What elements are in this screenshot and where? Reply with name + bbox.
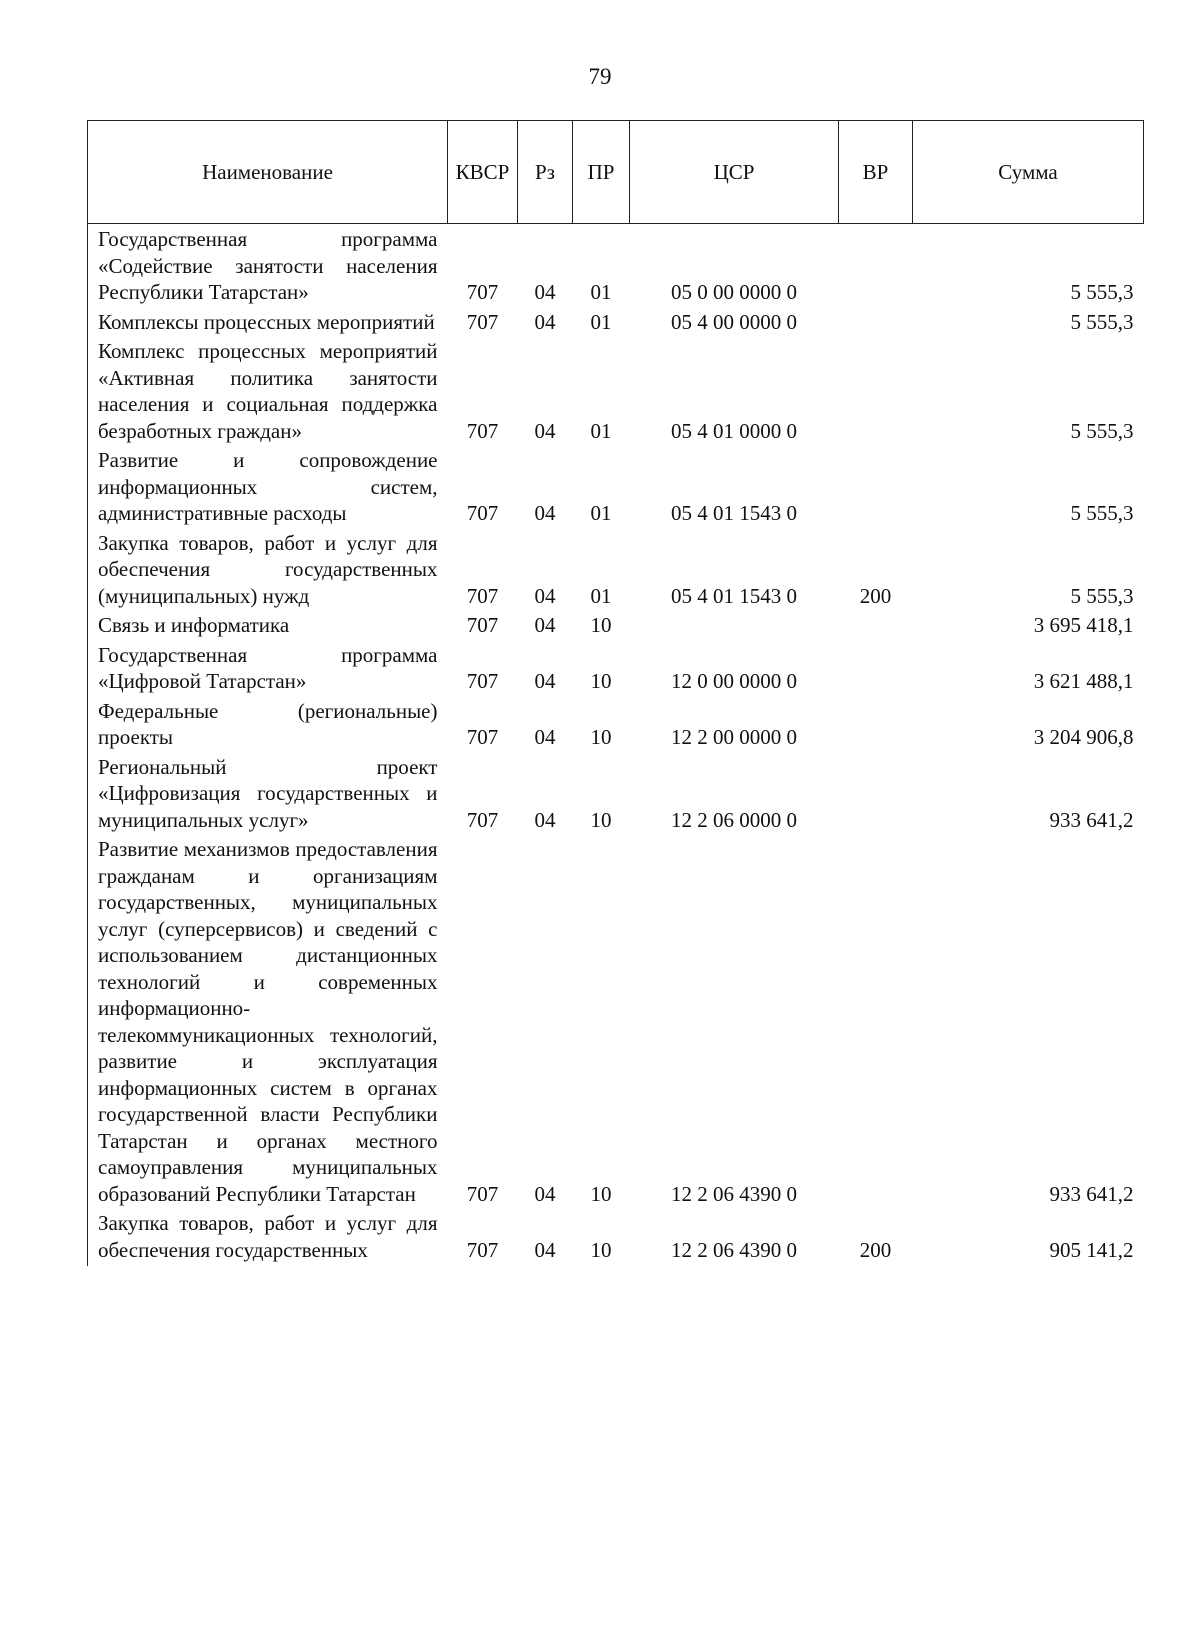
row-vr xyxy=(839,224,913,309)
header-csr: ЦСР xyxy=(630,121,839,224)
row-pr: 10 xyxy=(590,1181,612,1206)
row-kvsr: 707 xyxy=(466,501,499,525)
row-sum: 933 641,2 xyxy=(1049,807,1134,832)
row-pr: 10 xyxy=(590,725,612,749)
row-sum: 3 695 418,1 xyxy=(1033,613,1134,637)
row-rz: 04 xyxy=(534,280,556,304)
row-pr: 01 xyxy=(590,501,612,525)
row-rz: 04 xyxy=(534,725,556,749)
row-kvsr: 707 xyxy=(466,418,499,443)
table-row xyxy=(88,530,1144,613)
table-row xyxy=(88,338,1144,447)
row-csr: 12 2 06 4390 0 xyxy=(671,1181,797,1206)
row-sum: 3 621 488,1 xyxy=(1033,669,1134,693)
row-pr: 01 xyxy=(590,309,612,334)
row-kvsr: 707 xyxy=(466,1237,499,1262)
row-pr: 01 xyxy=(590,280,612,304)
row-sum: 933 641,2 xyxy=(1049,1181,1134,1206)
row-sum: 5 555,3 xyxy=(1070,418,1134,443)
row-csr: 05 4 00 0000 0 xyxy=(671,309,797,334)
row-name: Комплекс процессных мероприятий «Активная политика занятости населения и социальная поддержка безработных граждан» xyxy=(88,338,448,447)
header-vr: ВР xyxy=(839,121,913,224)
row-pr: 10 xyxy=(590,1237,612,1262)
row-vr xyxy=(839,447,913,530)
row-pr: 10 xyxy=(590,807,612,832)
row-pr: 01 xyxy=(590,583,612,608)
row-kvsr: 707 xyxy=(466,1181,499,1206)
row-kvsr: 707 xyxy=(466,807,499,832)
row-sum: 5 555,3 xyxy=(1070,583,1134,608)
row-name: Государственная программа «Содействие занятости населения Республики Татарстан» xyxy=(88,224,448,309)
row-sum: 905 141,2 xyxy=(1049,1237,1134,1262)
budget-table xyxy=(87,120,1144,1266)
row-vr xyxy=(839,309,913,339)
row-rz: 04 xyxy=(534,613,556,637)
row-rz: 04 xyxy=(534,309,556,334)
row-name: Развитие механизмов предоставления гражданам и организациям государственных, муниципальных услуг (суперсервисов) и сведений с использованием дистанционных технологий и современных информационно-телекоммуникационных технологий, развитие и эксплуатация информационных систем в органах государственной власти Республики Татарстан и органах местного самоуправления муниципальных образований Республики Татарстан xyxy=(88,836,448,1210)
row-pr: 01 xyxy=(590,418,612,443)
header-rz: Рз xyxy=(518,121,573,224)
row-csr: 05 4 01 0000 0 xyxy=(671,418,797,443)
row-name: Развитие и сопровождение информационных систем, административные расходы xyxy=(88,447,448,530)
table-row xyxy=(88,1210,1144,1266)
row-name: Государственная программа «Цифровой Татарстан» xyxy=(88,642,448,698)
row-sum: 3 204 906,8 xyxy=(1033,725,1134,749)
row-rz: 04 xyxy=(534,583,556,608)
row-pr: 10 xyxy=(590,669,612,693)
row-sum: 5 555,3 xyxy=(1070,309,1134,334)
row-rz: 04 xyxy=(534,1181,556,1206)
row-name: Закупка товаров, работ и услуг для обеспечения государственных (муниципальных) нужд xyxy=(88,530,448,613)
table-row xyxy=(88,309,1144,339)
row-rz: 04 xyxy=(534,501,556,525)
page-number: 79 xyxy=(588,64,612,89)
row-vr: 200 xyxy=(859,1237,892,1262)
row-csr: 12 2 00 0000 0 xyxy=(671,725,797,749)
row-name: Региональный проект «Цифровизация государственных и муниципальных услуг» xyxy=(88,754,448,837)
row-csr xyxy=(630,612,839,642)
row-csr: 05 4 01 1543 0 xyxy=(671,501,797,525)
row-name: Комплексы процессных мероприятий xyxy=(88,309,448,339)
row-rz: 04 xyxy=(534,1237,556,1262)
header-name: Наименование xyxy=(88,121,448,224)
table-row xyxy=(88,642,1144,698)
row-vr xyxy=(839,836,913,1210)
row-rz: 04 xyxy=(534,669,556,693)
row-vr xyxy=(839,754,913,837)
row-pr: 10 xyxy=(590,613,612,637)
row-csr: 05 4 01 1543 0 xyxy=(671,583,797,608)
row-rz: 04 xyxy=(534,418,556,443)
row-kvsr: 707 xyxy=(466,280,499,304)
row-csr: 05 0 00 0000 0 xyxy=(671,280,797,304)
row-vr xyxy=(839,338,913,447)
row-kvsr: 707 xyxy=(466,583,499,608)
row-vr xyxy=(839,698,913,754)
row-kvsr: 707 xyxy=(466,725,499,749)
row-vr xyxy=(839,642,913,698)
row-rz: 04 xyxy=(534,807,556,832)
table-row xyxy=(88,754,1144,837)
row-kvsr: 707 xyxy=(466,309,499,334)
table-header-row xyxy=(88,121,1144,224)
header-sum: Сумма xyxy=(913,121,1144,224)
row-name: Федеральные (региональные) проекты xyxy=(88,698,448,754)
row-sum: 5 555,3 xyxy=(1070,280,1134,304)
row-kvsr: 707 xyxy=(466,613,499,637)
row-vr xyxy=(839,612,913,642)
table-row xyxy=(88,447,1144,530)
row-vr: 200 xyxy=(859,583,892,608)
table-row xyxy=(88,612,1144,642)
row-csr: 12 0 00 0000 0 xyxy=(671,669,797,693)
header-pr: ПР xyxy=(573,121,630,224)
table-row xyxy=(88,698,1144,754)
row-csr: 12 2 06 0000 0 xyxy=(671,807,797,832)
table-row xyxy=(88,836,1144,1210)
table-row xyxy=(88,224,1144,309)
row-name: Связь и информатика xyxy=(88,612,448,642)
row-csr: 12 2 06 4390 0 xyxy=(671,1237,797,1262)
row-kvsr: 707 xyxy=(466,669,499,693)
row-sum: 5 555,3 xyxy=(1070,501,1134,525)
header-kvsr: КВСР xyxy=(448,121,518,224)
row-name: Закупка товаров, работ и услуг для обеспечения государственных xyxy=(88,1210,448,1266)
